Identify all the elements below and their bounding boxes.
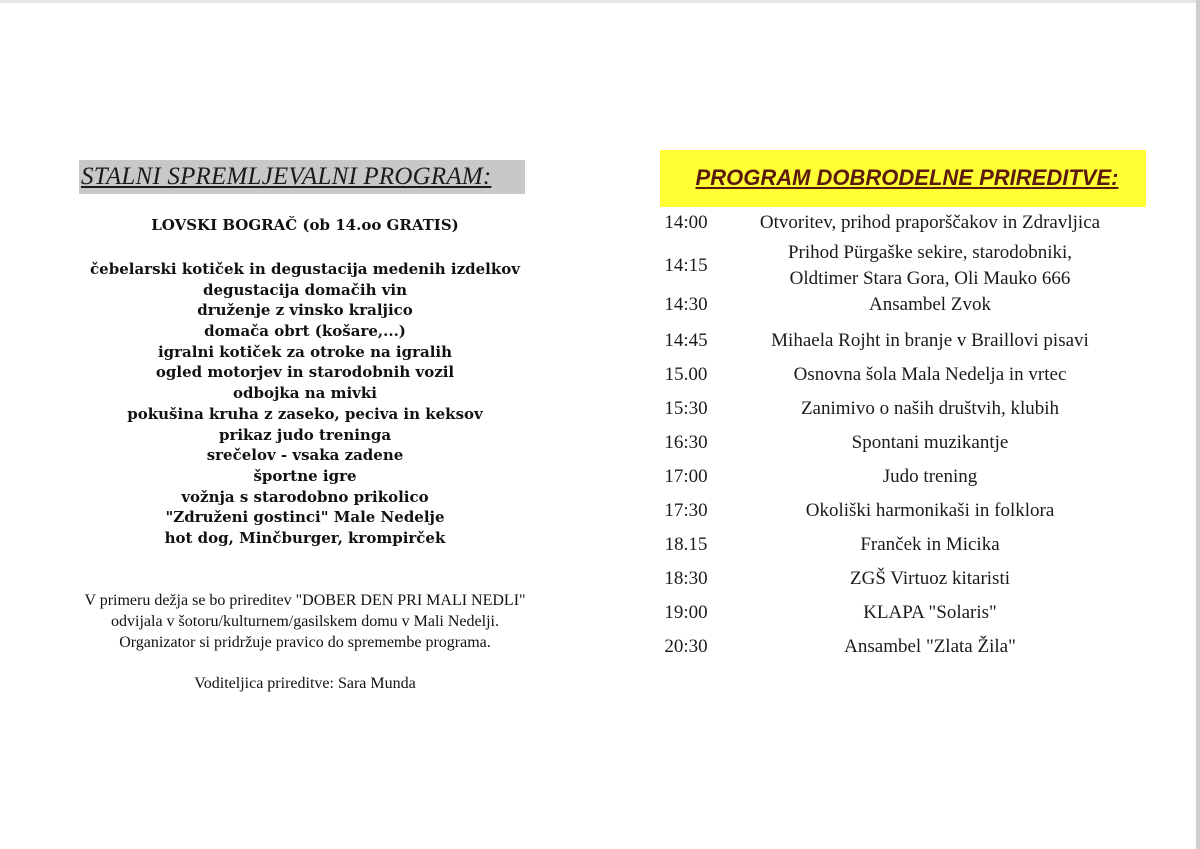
activity-item: druženje z vinsko kraljico <box>197 301 413 320</box>
schedule-event <box>730 634 1130 660</box>
schedule-time: 17:30 <box>664 500 708 521</box>
schedule-time: 18.15 <box>664 534 708 555</box>
schedule-row <box>650 498 1140 524</box>
schedule-event <box>730 328 1130 354</box>
schedule-event-line: Otvoritev, prihod praporščakov in Zdravljica <box>759 212 1101 233</box>
goulash-headline: LOVSKI BOGRAČ (ob 14.oo GRATIS) <box>151 216 459 234</box>
schedule-time: 18:30 <box>664 568 708 589</box>
schedule-event <box>730 498 1130 524</box>
schedule-row <box>650 532 1140 558</box>
page-right-edge <box>1196 0 1200 849</box>
notice-line: Organizator si pridržuje pravico do spremembe programa. <box>119 634 491 651</box>
schedule-row <box>650 362 1140 388</box>
schedule-row <box>650 328 1140 354</box>
schedule-event <box>730 464 1130 490</box>
schedule-time: 19:00 <box>664 602 708 623</box>
schedule-event <box>730 210 1130 236</box>
schedule-event <box>730 600 1130 626</box>
schedule-row <box>650 430 1140 456</box>
activity-item: pokušina kruha z zaseko, peciva in keksov <box>127 404 483 423</box>
schedule-event-line: Judo trening <box>882 466 978 487</box>
schedule-row <box>650 634 1140 660</box>
schedule-row <box>650 210 1140 236</box>
schedule-time: 15.00 <box>664 364 708 385</box>
schedule-time: 17:00 <box>664 466 708 487</box>
schedule-event-line: Ansambel "Zlata Žila" <box>844 636 1016 657</box>
schedule-row <box>650 240 1140 292</box>
schedule-time: 14:30 <box>664 294 708 315</box>
schedule-event <box>730 532 1130 558</box>
schedule-row <box>650 464 1140 490</box>
activity-item: prikaz judo treninga <box>218 425 392 444</box>
page-top-edge <box>0 0 1200 3</box>
schedule-time: 14:00 <box>664 212 708 233</box>
activity-item: degustacija domačih vin <box>202 280 408 299</box>
schedule-event-line: Franček in Micika <box>860 534 1000 555</box>
schedule-event-line: Prihod Pürgaške sekire, starodobniki, <box>787 242 1073 263</box>
notice-line: V primeru dežja se bo prireditev "DOBER DEN PRI MALI NEDLI" <box>84 592 526 609</box>
schedule-event <box>730 362 1130 388</box>
schedule-event-line: Oldtimer Stara Gora, Oli Mauko 666 <box>789 268 1071 289</box>
schedule-time: 20:30 <box>664 636 708 657</box>
activity-item: hot dog, Minčburger, krompirček <box>164 528 446 547</box>
host-credit: Voditeljica prireditve: Sara Munda <box>194 675 416 692</box>
notice-line: odvijala v šotoru/kulturnem/gasilskem domu v Mali Nedelji. <box>111 613 499 630</box>
charity-program-title-text: PROGRAM DOBRODELNE PRIREDITVE: <box>695 165 1119 190</box>
activity-item: igralni kotiček za otroke na igralih <box>157 342 453 361</box>
schedule-event-line: Osnovna šola Mala Nedelja in vrtec <box>793 364 1067 385</box>
activity-item: "Združeni gostinci" Male Nedelje <box>165 508 445 527</box>
schedule-event-line: Zanimivo o naših društvih, klubih <box>800 398 1060 419</box>
schedule-time: 16:30 <box>664 432 708 453</box>
schedule-row <box>650 566 1140 592</box>
schedule-event <box>730 240 1130 292</box>
schedule-event <box>730 430 1130 456</box>
side-program-title: STALNI SPREMLJEVALNI PROGRAM: <box>79 160 525 194</box>
schedule-event-line: Mihaela Rojht in branje v Braillovi pisavi <box>771 330 1089 351</box>
charity-program-title <box>660 150 1146 207</box>
schedule-row <box>650 396 1140 422</box>
schedule-event-line: Ansambel Zvok <box>869 294 991 315</box>
schedule-event-line: KLAPA "Solaris" <box>863 602 997 623</box>
schedule-row <box>650 292 1140 318</box>
activity-list <box>60 259 550 549</box>
schedule-event <box>730 396 1130 422</box>
activity-item: športne igre <box>253 466 357 485</box>
schedule-row <box>650 600 1140 626</box>
activity-item: odbojka na mivki <box>233 384 377 403</box>
activity-item: srečelov - vsaka zadene <box>206 446 404 465</box>
schedule-event-line: Okoliški harmonikaši in folklora <box>805 500 1055 521</box>
schedule-time: 15:30 <box>664 398 708 419</box>
schedule-time: 14:15 <box>664 255 708 276</box>
activity-item: domača obrt (košare,...) <box>204 322 406 341</box>
activity-item: čebelarski kotiček in degustacija medenih izdelkov <box>90 260 520 278</box>
activity-item: ogled motorjev in starodobnih vozil <box>155 363 455 382</box>
schedule-time: 14:45 <box>664 330 708 351</box>
activity-item: vožnja s starodobno prikolico <box>181 487 429 506</box>
schedule-event <box>730 566 1130 592</box>
schedule-event-line: ZGŠ Virtuoz kitaristi <box>850 568 1010 589</box>
schedule-event-line: Spontani muzikantje <box>851 432 1009 453</box>
rain-notice <box>60 590 550 653</box>
schedule-event <box>730 292 1130 318</box>
